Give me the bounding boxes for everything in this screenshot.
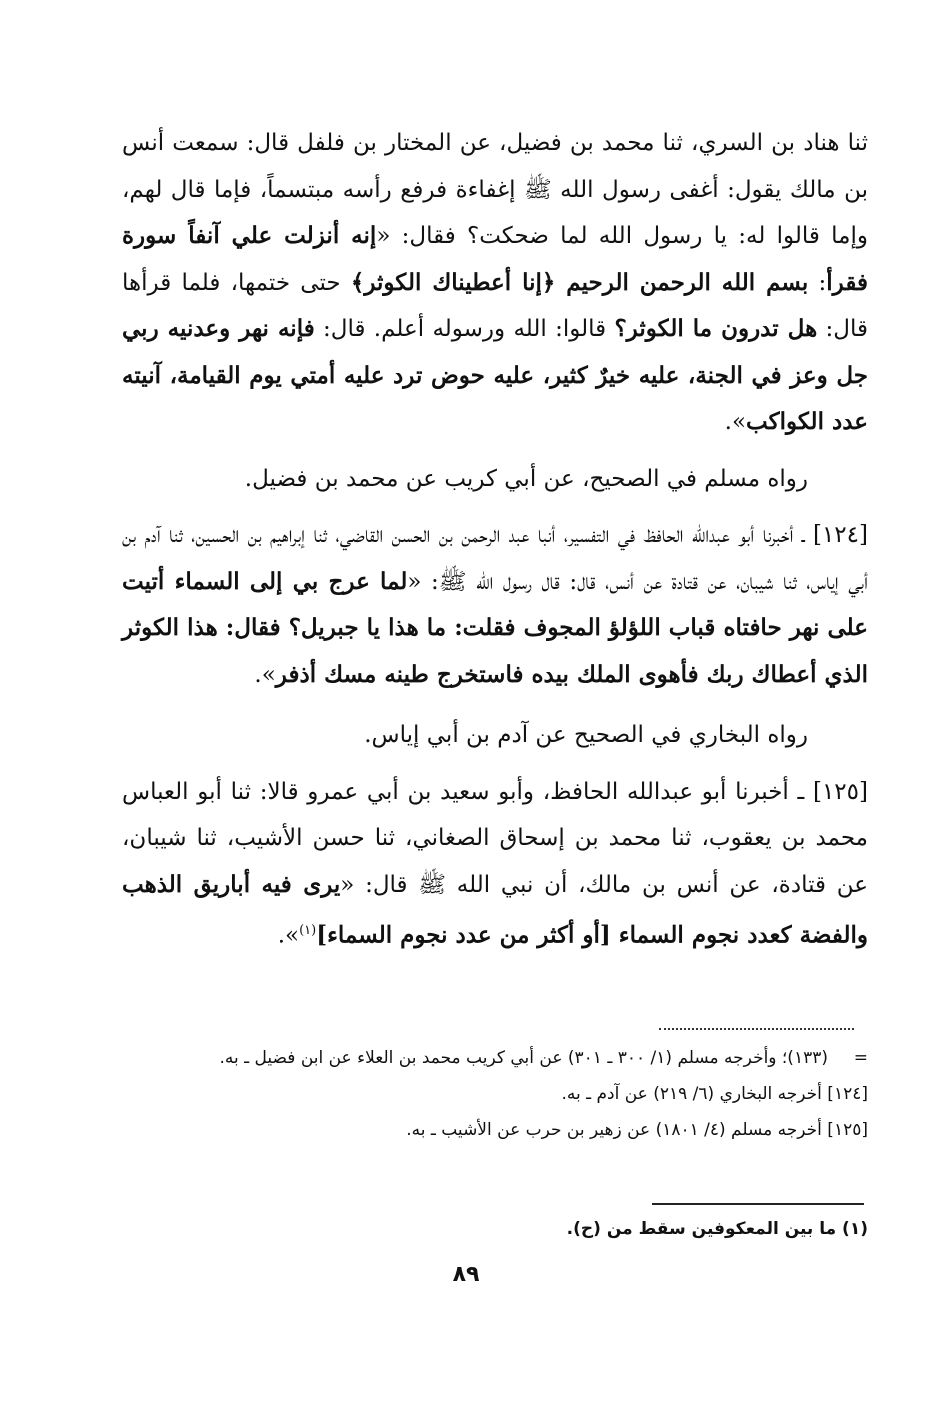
bold-quote: هل تدرون ما الكوثر؟ [614, 315, 818, 342]
paragraph-hadith-123 [122, 120, 868, 446]
text-run: [١٢٤] ـ أخبرنا أبو عبدالله الحافظ في التفسير، أنبا عبد الرحمن بن الحسن القاضي، ثنا إبراهيم بن الحسين، ثنا آدم بن أبي إياس، ثنا شيبان، عن قتادة عن أنس، قال: قال رسول الله ﷺ: « [122, 522, 868, 595]
paragraph-source-muslim: رواه مسلم في الصحيح، عن أبي كريب عن محمد بن فضيل. [244, 465, 808, 492]
text-run: : [808, 269, 827, 296]
bold-quote: بسم الله الرحمن الرحيم ﴿إنا أعطيناك الكوثر﴾ [350, 268, 809, 296]
text-run: ». [724, 409, 747, 435]
bold-quote: يرى فيه أباريق الذهب والفضة كعدد نجوم السماء [أو أكثر من عدد نجوم السماء] [122, 870, 868, 949]
continuation-mark: = [853, 1048, 868, 1068]
text-run: ». [254, 661, 276, 688]
bold-quote: إنه أنزلت علي آنفاً سورة فقرأ [122, 222, 868, 296]
main-text [122, 120, 868, 959]
note-text: (١٣٣)؛ وأخرجه مسلم (١/ ٣٠٠ ـ ٣٠١) عن أبي كريب محمد بن العلاء عن ابن فضيل ـ به. [219, 1048, 828, 1068]
footnotes [122, 1212, 868, 1246]
paragraph-hadith-124 [122, 512, 868, 698]
text-run: [١٢٥] ـ أخبرنا أبو عبدالله الحافظ، وأبو سعيد بن أبي عمرو قالا: ثنا أبو العباس محمد بن يعقوب، ثنا محمد بن إسحاق الصغاني، ثنا حسن الأشيب، ثنا شيبان، عن قتادة، عن أنس بن مالك، أن نبي الله ﷺ قال: « [122, 778, 868, 898]
footnote-separator [652, 1203, 864, 1205]
paragraph-source-bukhari: رواه البخاري في الصحيح عن آدم بن أبي إياس. [364, 722, 808, 748]
bold-quote: لما عرج بي إلى السماء أتيت على نهر حافتاه قباب اللؤلؤ المجوف فقلت: ما هذا يا جبريل؟ فقال: هذا الكوثر الذي أعطاك ربك فأهوى الملك بيده فاستخرج طينه مسك أذفر [122, 567, 868, 688]
text-run: ». [277, 922, 300, 949]
note-124: [١٢٤] أخرجه البخاري (٦/ ٢١٩) عن آدم ـ به. [561, 1084, 868, 1104]
note-125: [١٢٥] أخرجه مسلم (٤/ ١٨٠١) عن زهير بن حرب عن الأشيب ـ به. [406, 1120, 868, 1140]
paragraph-hadith-125 [122, 769, 868, 960]
footnote-marker: (١) [299, 923, 317, 938]
footnote-1: (١) ما بين المعكوفين سقط من (ح). [566, 1219, 868, 1239]
text-run: حتى ختمها، فلما قرأها قال: [122, 269, 868, 342]
note-133 [122, 1040, 868, 1076]
page-number: ٨٩ [452, 1262, 480, 1287]
dotted-separator [659, 1028, 854, 1030]
text-run: ثنا هناد بن السري، ثنا محمد بن فضيل، عن المختار بن فلفل قال: سمعت أنس بن مالك يقول: أغفى رسول الله ﷺ إغفاءة فرفع رأسه مبتسماً، فإما قال لهم، وإما قالوا له: يا رسول الله لما ضحكت؟ فقال: « [122, 130, 868, 249]
bold-quote: فإنه نهر وعدنيه ربي جل وعز في الجنة، عليه خيرٌ كثير، عليه حوض ترد عليه أمتي يوم القيامة، آنيته عدد الكواكب [122, 315, 868, 435]
takhrij-notes [122, 1040, 868, 1148]
text-run: قالوا: الله ورسوله أعلم. قال: [314, 316, 615, 342]
